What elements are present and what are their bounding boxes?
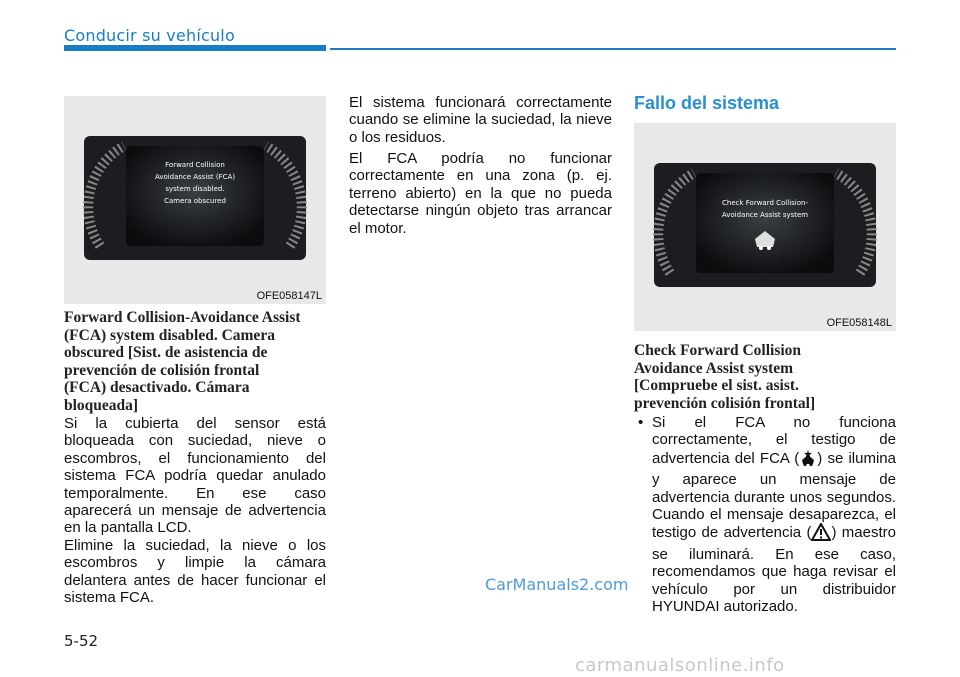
heading-line: prevención de colisión frontal bbox=[64, 361, 260, 379]
figure-code-left: OFE058147L bbox=[256, 290, 322, 302]
heading-line: Avoidance Assist system bbox=[634, 359, 794, 377]
heading-line: Check Forward Collision bbox=[634, 342, 802, 359]
left-paragraph-2: Elimine la suciedad, la nieve o los escombros y limpie la cámara delantera antes de hacer funcionar el sistema FCA. bbox=[64, 537, 326, 607]
section-title-system-failure: Fallo del sistema bbox=[634, 93, 780, 113]
footer-watermark: carmanualsonline.info bbox=[575, 655, 785, 676]
figure-code-right: OFE058148L bbox=[826, 317, 892, 329]
header-rule-thin bbox=[330, 48, 896, 50]
camera-obscured-heading bbox=[64, 309, 330, 414]
middle-paragraph-2: El FCA podría no funcionar correctamente en una zona (p. ej. terreno abierto) en la que no pueda detectarse ningún objeto tras arrancar el motor. bbox=[349, 150, 612, 237]
bullet-text-part-1: Si el FCA no funciona correctamente, el testigo de advertencia del FCA ( bbox=[652, 414, 896, 467]
cluster-line-2: Avoidance Assist system bbox=[721, 211, 809, 219]
heading-line: prevención colisión frontal] bbox=[634, 394, 816, 412]
cluster-line-1: Forward Collision bbox=[165, 161, 225, 169]
cluster-line-3: system disabled. bbox=[165, 185, 225, 193]
heading-line: bloqueada] bbox=[64, 396, 139, 414]
middle-paragraph-1: El sistema funcionará correctamente cuando se elimine la suciedad, la nieve o los residuos. bbox=[349, 94, 612, 146]
master-warning-icon bbox=[811, 523, 831, 545]
heading-line: (FCA) desactivado. Cámara bbox=[64, 379, 250, 396]
bullet-text-part-2: ) se ilumina y aparece un mensaje de advertencia durante unos segundos. Cuando el mensaje desaparezca, el testigo de advertencia ( bbox=[652, 449, 896, 542]
cluster-warning-illustration bbox=[634, 123, 896, 331]
page-number: 5-52 bbox=[64, 632, 99, 650]
figure-camera-obscured bbox=[64, 96, 326, 304]
figure-check-fca bbox=[634, 123, 896, 331]
failure-bullet bbox=[634, 414, 896, 615]
bullet-dot: • bbox=[638, 414, 644, 431]
chapter-title: Conducir su vehículo bbox=[64, 26, 235, 45]
cluster-line-1: Check Forward Collision- bbox=[722, 199, 808, 207]
fca-warning-light-icon bbox=[799, 449, 817, 471]
heading-line: [Compruebe el sist. asist. bbox=[634, 377, 799, 394]
heading-line: obscured [Sist. de asistencia de bbox=[64, 344, 268, 361]
cluster-line-4: Camera obscured bbox=[164, 197, 226, 205]
cluster-display-illustration bbox=[64, 96, 326, 304]
bullet-text-part-3: ) maestro se iluminará. En ese caso, recomendamos que haga revisar el vehículo por un distribuidor HYUNDAI autorizado. bbox=[652, 524, 896, 616]
left-paragraph-1: Si la cubierta del sensor está bloqueada con suciedad, nieve o escombros, el funcionamiento del sistema FCA podría quedar anulado temporalmente. En ese caso aparecerá un mensaje de advertencia en la pantalla LCD. bbox=[64, 415, 326, 537]
heading-line: (FCA) system disabled. Camera bbox=[64, 326, 275, 344]
cluster-line-2: Avoidance Assist (FCA) bbox=[154, 173, 236, 181]
header-rule-thick bbox=[64, 45, 326, 51]
check-fca-heading bbox=[634, 342, 896, 412]
heading-line: Forward Collision-Avoidance Assist bbox=[64, 309, 301, 326]
carmanuals-watermark: CarManuals2.com bbox=[485, 575, 629, 594]
